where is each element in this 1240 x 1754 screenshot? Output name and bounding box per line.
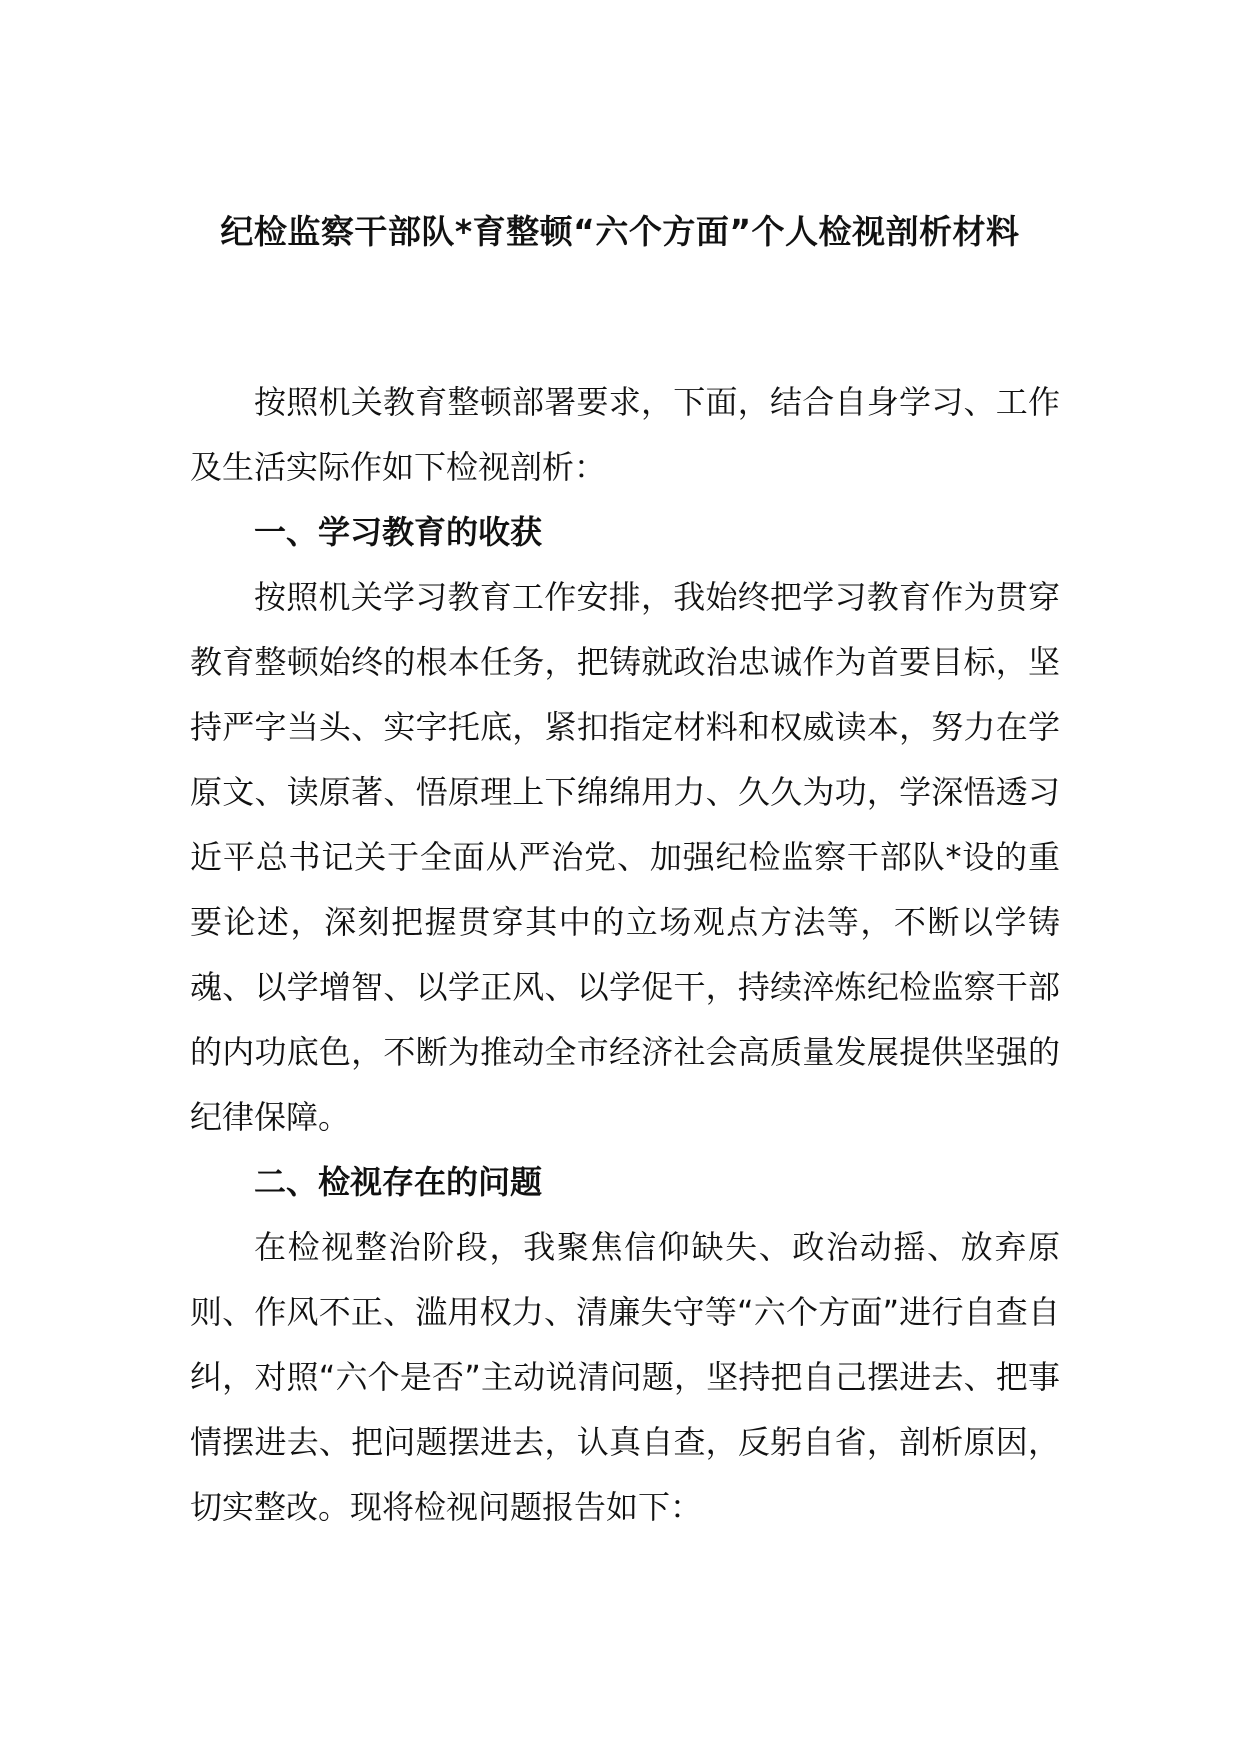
section-heading-learning-gains: 一、学习教育的收获 — [254, 513, 543, 551]
document-title: 纪检监察干部队*育整顿“六个方面”个人检视剖析材料 — [220, 212, 1020, 251]
intro-paragraph: 按照机关教育整顿部署要求，下面，结合自身学习、工作及生活实际作如下检视剖析： — [190, 383, 1060, 486]
section-paragraph-learning-gains: 按照机关学习教育工作安排，我始终把学习教育作为贯穿教育整顿始终的根本任务，把铸就政治忠诚作为首要目标，坚持严字当头、实字托底，紧扣指定材料和权威读本，努力在学原文、读原著、悟原理上下绵绵用力、久久为功，学深悟透习近平总书记关于全面从严治党、加强纪检监察干部队*设的重要论述，深刻把握贯穿其中的立场观点方法等，不断以学铸魂、以学增智、以学正风、以学促干，持续淬炼纪检监察干部的内功底色，不断为推动全市经济社会高质量发展提供坚强的纪律保障。 — [190, 578, 1060, 1136]
section-heading-existing-problems: 二、检视存在的问题 — [254, 1163, 543, 1201]
section-paragraph-existing-problems: 在检视整治阶段，我聚焦信仰缺失、政治动摇、放弃原则、作风不正、滥用权力、清廉失守等“六个方面”进行自查自纠，对照“六个是否”主动说清问题，坚持把自己摆进去、把事情摆进去、把问题摆进去，认真自查，反躬自省，剖析原因，切实整改。现将检视问题报告如下： — [190, 1228, 1060, 1526]
document-body — [190, 370, 1060, 1540]
